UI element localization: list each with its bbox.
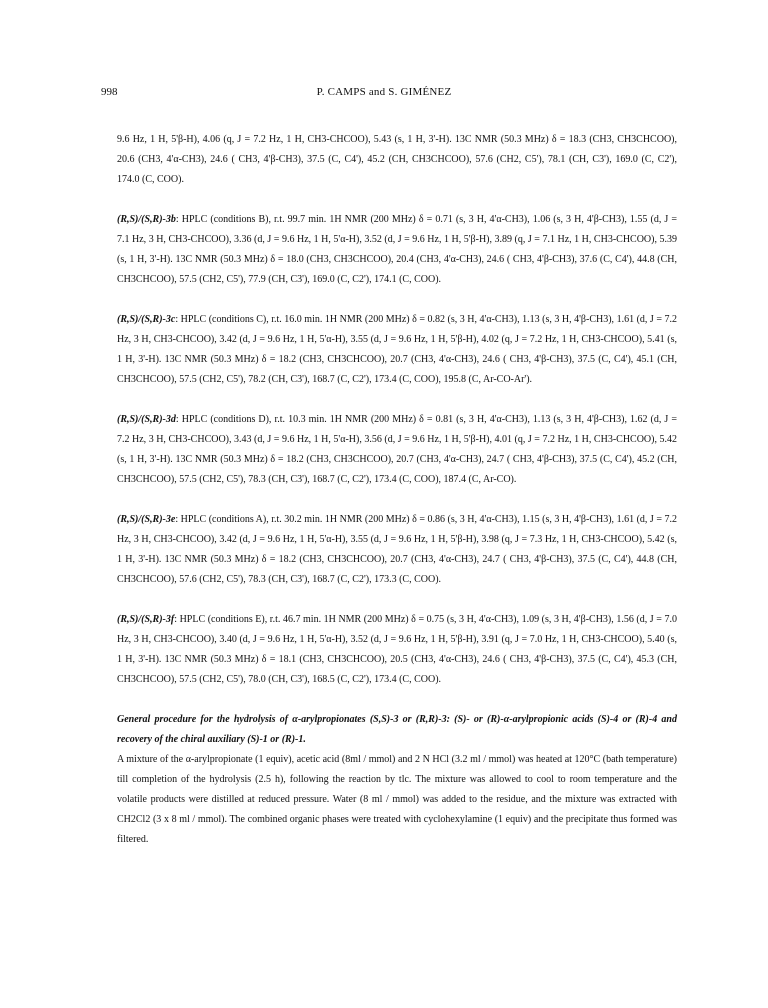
entry-text: : HPLC (conditions C), r.t. 16.0 min. 1H NMR (200 MHz) δ = 0.82 (s, 3 H, 4'α-CH3), 1.13 (s, 3 H, 4'β-CH3), 1.61 (d, J = 7.2 Hz, 3 H, CH3-CHCOO), 3.42 (d, J = 9.6 Hz, 1 H, 5'α-H), 3.55 (d, J = 9.6 Hz, 1 H, 5'β-H), 4.02 (q, J = 7.2 Hz, 1 H, CH3-CHCOO), 5.41 (s, 1 H, 3'-H). 13C NMR (50.3 MHz) δ = 18.2 (CH3, CH3CHCOO), 20.7 (CH3, 4'α-CH3), 24.6 ( CH3, 4'β-CH3), 37.5 (C, C4'), 45.1 (CH, CH3CHCOO), 57.5 (CH2, C5'), 78.2 (CH, C3'), 168.7 (C, C2'), 173.4 (C, COO), 195.8 (C, Ar-CO-Ar'). [117, 314, 677, 385]
entry-3b [117, 210, 677, 290]
page-number: 998 [101, 86, 118, 98]
entry-text: : HPLC (conditions E), r.t. 46.7 min. 1H NMR (200 MHz) δ = 0.75 (s, 3 H, 4'α-CH3), 1.09 (s, 3 H, 4'β-CH3), 1.56 (d, J = 7.0 Hz, 3 H, CH3-CHCOO), 3.40 (d, J = 9.6 Hz, 1 H, 5'α-H), 3.52 (d, J = 9.6 Hz, 1 H, 5'β-H), 3.91 (q, J = 7.0 Hz, 1 H, CH3-CHCOO), 5.40 (s, 1 H, 3'-H). 13C NMR (50.3 MHz) δ = 18.1 (CH3, CH3CHCOO), 20.5 (CH3, 4'α-CH3), 24.6 ( CH3, 4'β-CH3), 37.5 (C, C4'), 45.3 (CH, CH3CHCOO), 57.5 (CH2, C5'), 78.0 (CH, C3'), 168.5 (C, C2'), 173.4 (C, COO). [117, 614, 677, 685]
entry-text: : HPLC (conditions A), r.t. 30.2 min. 1H NMR (200 MHz) δ = 0.86 (s, 3 H, 4'α-CH3), 1.15 (s, 3 H, 4'β-CH3), 1.61 (d, J = 7.2 Hz, 3 H, CH3-CHCOO), 3.42 (d, J = 9.6 Hz, 1 H, 5'α-H), 3.55 (d, J = 9.6 Hz, 1 H, 5'β-H), 3.98 (q, J = 7.3 Hz, 1 H, CH3-CHCOO), 5.42 (s, 1 H, 3'-H). 13C NMR (50.3 MHz) δ = 18.2 (CH3, CH3CHCOO), 20.7 (CH3, 4'α-CH3), 24.7 ( CH3, 4'β-CH3), 37.5 (C, C4'), 44.8 (CH, CH3CHCOO), 57.6 (CH2, C5'), 78.3 (CH, C3'), 168.7 (C, C2'), 173.3 (C, COO). [117, 514, 677, 585]
entry-3d [117, 410, 677, 490]
compound-label: (R,S)/(S,R)-3d [117, 414, 176, 425]
body-text [117, 130, 677, 850]
section-heading: General procedure for the hydrolysis of α-arylpropionates (S,S)-3 or (R,R)-3: (S)- or (R)-α-arylpropionic acids (S)-4 or (R)-4 and recovery of the chiral auxiliary (S)-1 or (R)-1. [117, 714, 677, 745]
continuation-paragraph: 9.6 Hz, 1 H, 5'β-H), 4.06 (q, J = 7.2 Hz, 1 H, CH3-CHCOO), 5.43 (s, 1 H, 3'-H). 13C NMR (50.3 MHz) δ = 18.3 (CH3, CH3CHCOO), 20.6 (CH3, 4'α-CH3), 24.6 ( CH3, 4'β-CH3), 37.5 (C, C4'), 45.2 (CH, CH3CHCOO), 57.6 (CH2, C5'), 78.1 (CH, C3'), 169.0 (C, C2'), 174.0 (C, COO). [117, 134, 677, 185]
entry-3c [117, 310, 677, 390]
running-head: P. CAMPS and S. GIMÉNEZ [316, 86, 452, 98]
entry-3f [117, 610, 677, 690]
compound-label: (R,S)/(S,R)-3b [117, 214, 176, 225]
compound-label: (R,S)/(S,R)-3c [117, 314, 176, 325]
procedure-paragraph: A mixture of the α-arylpropionate (1 equiv), acetic acid (8ml / mmol) and 2 N HCl (3.2 ml / mmol) was heated at 120°C (bath temperature) till completion of the hydrolysis (2.5 h), following the reaction by tlc. The mixture was allowed to cool to room temperature and the volatile products were distilled at reduced pressure. Water (8 ml / mmol) was added to the residue, and the mixture was extracted with CH2Cl2 (3 x 8 ml / mmol). The combined organic phases were treated with cyclohexylamine (1 equiv) and the precipitate thus formed was filtered. [117, 754, 677, 845]
entry-text: : HPLC (conditions B), r.t. 99.7 min. 1H NMR (200 MHz) δ = 0.71 (s, 3 H, 4'α-CH3), 1.06 (s, 3 H, 4'β-CH3), 1.55 (d, J = 7.1 Hz, 3 H, CH3-CHCOO), 3.36 (d, J = 9.6 Hz, 1 H, 5'α-H), 3.52 (d, J = 9.6 Hz, 1 H, 5'β-H), 3.89 (q, J = 7.1 Hz, 1 H, CH3-CHCOO), 5.39 (s, 1 H, 3'-H). 13C NMR (50.3 MHz) δ = 18.0 (CH3, CH3CHCOO), 20.4 (CH3, 4'α-CH3), 24.6 ( CH3, 4'β-CH3), 37.6 (C, C4'), 44.8 (CH, CH3CHCOO), 57.5 (CH2, C5'), 77.9 (CH, C3'), 169.0 (C, C2'), 174.1 (C, COO). [117, 214, 677, 285]
entry-text: : HPLC (conditions D), r.t. 10.3 min. 1H NMR (200 MHz) δ = 0.81 (s, 3 H, 4'α-CH3), 1.13 (s, 3 H, 4'β-CH3), 1.62 (d, J = 7.2 Hz, 3 H, CH3-CHCOO), 3.43 (d, J = 9.6 Hz, 1 H, 5'α-H), 3.56 (d, J = 9.6 Hz, 1 H, 5'β-H), 4.01 (q, J = 7.2 Hz, 1 H, CH3-CHCOO), 5.42 (s, 1 H, 3'-H). 13C NMR (50.3 MHz) δ = 18.2 (CH3, CH3CHCOO), 20.7 (CH3, 4'α-CH3), 24.7 ( CH3, 4'β-CH3), 37.5 (C, C4'), 45.2 (CH, CH3CHCOO), 57.5 (CH2, C5'), 78.3 (CH, C3'), 168.7 (C, C2'), 173.4 (C, COO), 187.4 (C, Ar-CO). [117, 414, 677, 485]
entry-3e [117, 510, 677, 590]
compound-label: (R,S)/(S,R)-3e [117, 514, 176, 525]
compound-label: (R,S)/(S,R)-3f [117, 614, 175, 625]
